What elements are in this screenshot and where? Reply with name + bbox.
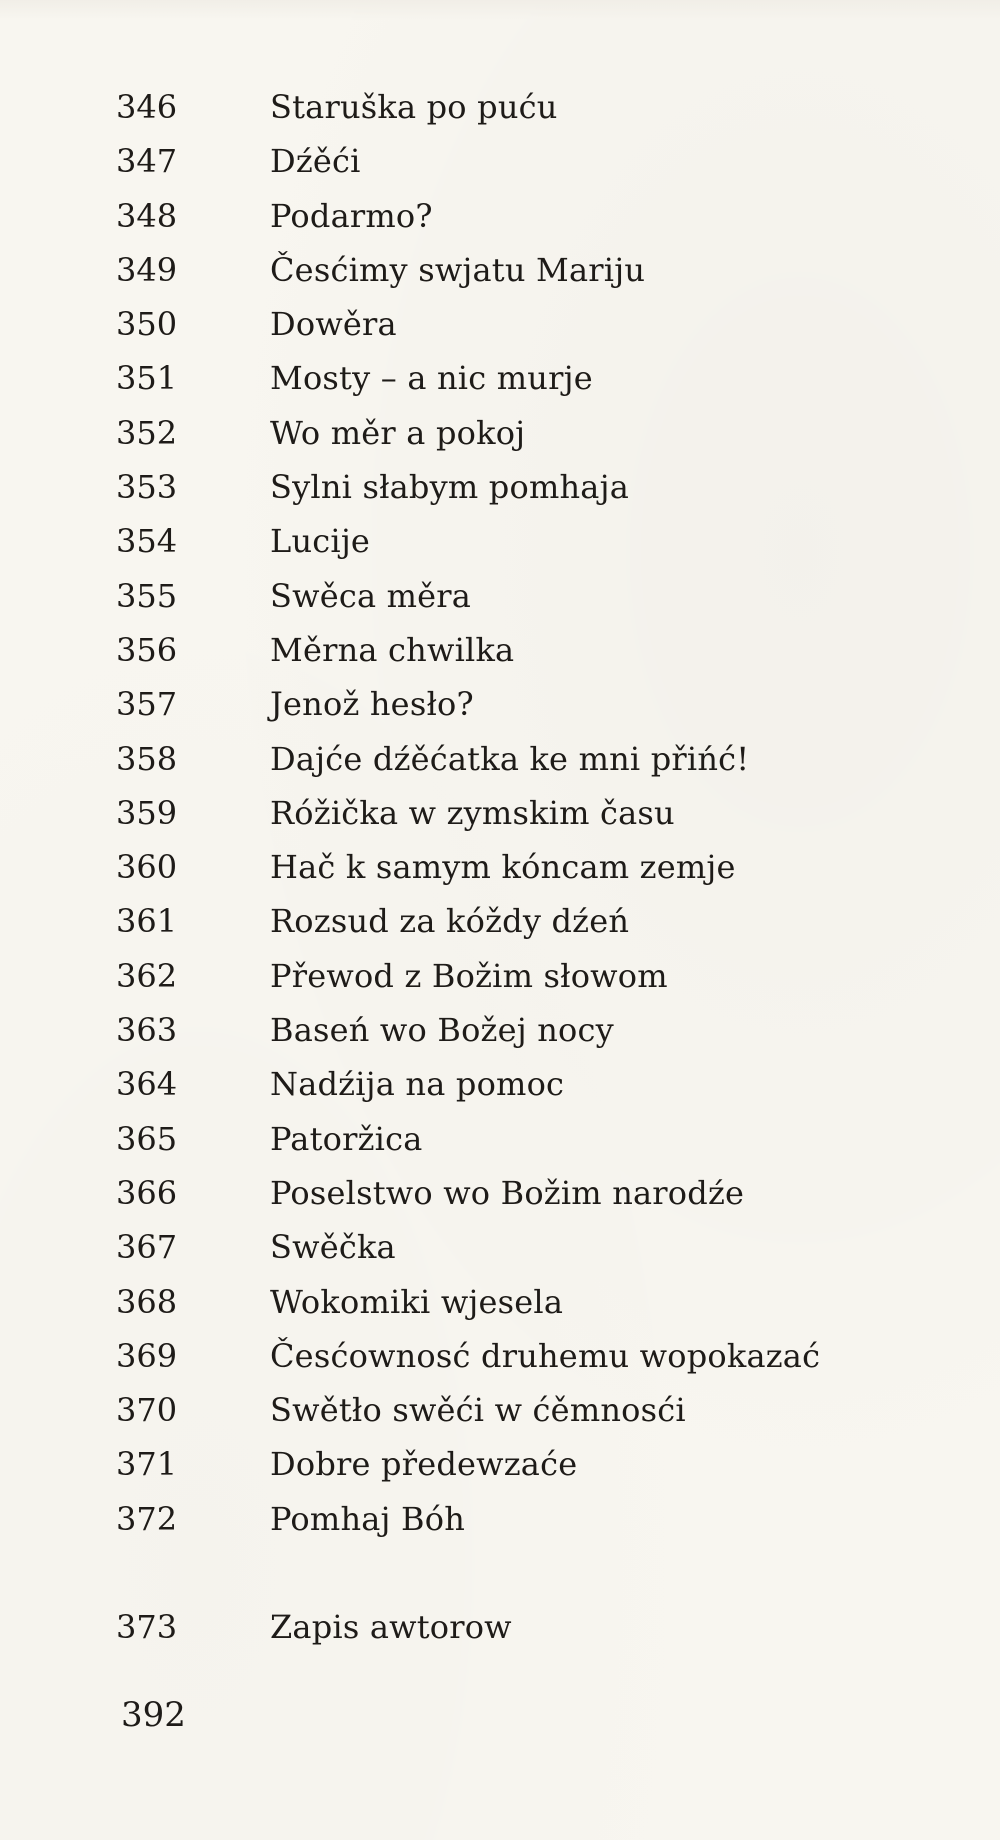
toc-title: Česćimy swjatu Mariju [270, 250, 646, 289]
toc-title: Lucije [270, 522, 371, 561]
toc-entry [116, 894, 946, 948]
toc-page-number: 369 [116, 1336, 178, 1375]
toc-title: Swěca měra [270, 576, 472, 615]
toc-title: Poselstwo wo Božim narodźe [270, 1173, 745, 1212]
toc-page-number: 358 [116, 739, 178, 778]
toc-entry [116, 840, 946, 894]
toc-title: Přewod z Božim słowom [270, 956, 668, 995]
toc-page-number: 356 [116, 630, 178, 669]
toc-title: Baseń wo Božej nocy [270, 1011, 614, 1050]
toc-page-number: 364 [116, 1065, 178, 1104]
toc-page-number: 371 [116, 1445, 178, 1484]
toc-page-number: 349 [116, 250, 178, 289]
toc-page-number: 360 [116, 848, 178, 887]
toc-title: Wokomiki wjesela [270, 1282, 564, 1321]
toc-page-number: 363 [116, 1011, 178, 1050]
toc-entry [116, 297, 946, 351]
toc-page-number: 357 [116, 685, 178, 724]
toc-title: Měrna chwilka [270, 630, 515, 669]
toc-title: Mosty – a nic murje [270, 359, 593, 398]
toc-title: Podarmo? [270, 196, 433, 235]
toc-page-number: 354 [116, 522, 178, 561]
toc-entry [116, 514, 946, 568]
toc-page-number: 370 [116, 1391, 178, 1430]
toc-entry [116, 623, 946, 677]
toc-title: Dźěći [270, 142, 361, 181]
toc-title: Róžička w zymskim času [270, 793, 675, 832]
toc-title: Wo měr a pokoj [270, 413, 526, 452]
toc-page-number: 350 [116, 305, 178, 344]
toc-entry [116, 460, 946, 514]
toc-title: Staruška po puću [270, 88, 558, 126]
toc-entry [116, 1600, 946, 1654]
toc-page-number: 373 [116, 1608, 178, 1647]
toc-title: Dobre předewzaće [270, 1445, 578, 1484]
toc-entry [116, 243, 946, 297]
toc-page-number: 352 [116, 413, 178, 452]
toc-page-number: 346 [116, 88, 178, 126]
table-of-contents [116, 80, 946, 1654]
toc-entry [116, 1057, 946, 1111]
toc-entry [116, 406, 946, 460]
toc-title: Swětło swěći w ćěmnosći [270, 1391, 686, 1430]
toc-entry [116, 1383, 946, 1437]
toc-title: Dajće dźěćatka ke mni přińć! [270, 739, 750, 778]
toc-title: Rozsud za kóždy dźeń [270, 902, 630, 941]
toc-entry [116, 1275, 946, 1329]
toc-entry [116, 1166, 946, 1220]
toc-title: Sylni słabym pomhaja [270, 468, 629, 507]
toc-title: Patoržica [270, 1119, 423, 1158]
toc-page-number: 361 [116, 902, 178, 941]
toc-entry [116, 1329, 946, 1383]
toc-entry [116, 732, 946, 786]
toc-entry [116, 1003, 946, 1057]
toc-page-number: 362 [116, 956, 178, 995]
toc-title: Nadźija na pomoc [270, 1065, 565, 1104]
toc-entry [116, 134, 946, 188]
toc-page-number: 359 [116, 793, 178, 832]
toc-entry [116, 677, 946, 731]
toc-page-number: 347 [116, 142, 178, 181]
toc-entry [116, 1492, 946, 1546]
toc-entry [116, 351, 946, 405]
toc-entry [116, 569, 946, 623]
toc-entry [116, 1437, 946, 1491]
toc-entry [116, 949, 946, 1003]
toc-entry [116, 1220, 946, 1274]
toc-page-number: 365 [116, 1119, 178, 1158]
toc-title: Dowěra [270, 305, 397, 344]
toc-title: Pomhaj Bóh [270, 1499, 466, 1538]
toc-entry [116, 786, 946, 840]
toc-page-number: 366 [116, 1173, 178, 1212]
toc-entry [116, 1112, 946, 1166]
toc-page-number: 355 [116, 576, 178, 615]
toc-title: Česćownosć druhemu wopokazać [270, 1336, 821, 1375]
toc-entry [116, 189, 946, 243]
page-number: 392 [121, 1695, 186, 1735]
toc-title: Swěčka [270, 1228, 396, 1267]
toc-title: Hač k samym kóncam zemje [270, 848, 736, 887]
toc-title: Jenož hesło? [270, 685, 474, 724]
toc-page-number: 353 [116, 468, 178, 507]
toc-page-number: 367 [116, 1228, 178, 1267]
toc-entry [116, 80, 946, 134]
toc-page-number: 368 [116, 1282, 178, 1321]
toc-page-number: 348 [116, 196, 178, 235]
toc-page-number: 372 [116, 1499, 178, 1538]
toc-page-number: 351 [116, 359, 178, 398]
toc-title: Zapis awtorow [270, 1608, 512, 1647]
